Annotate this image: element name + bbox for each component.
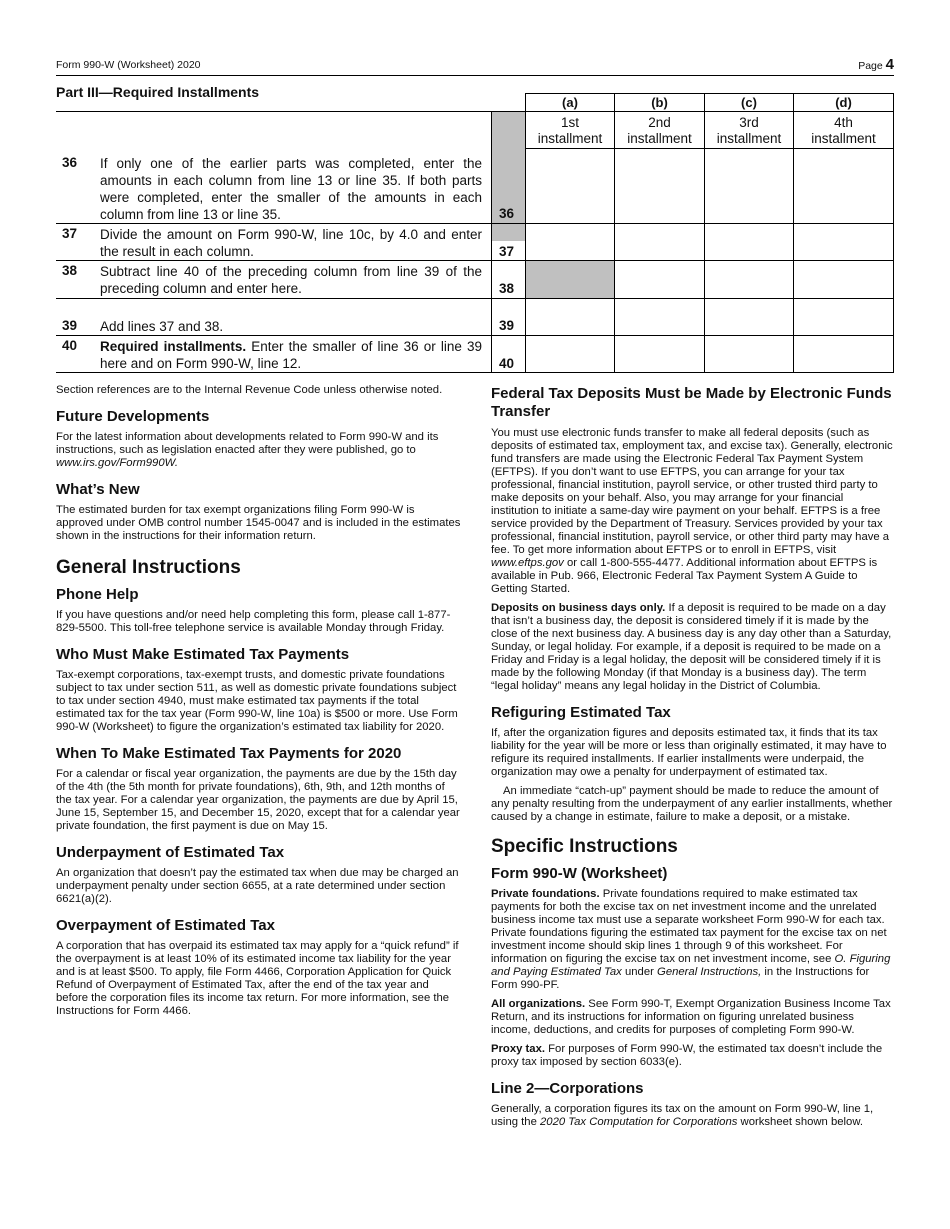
line-40-number: 40 <box>62 338 78 353</box>
col-d-label: 4th installment <box>811 115 876 146</box>
overpayment-heading: Overpayment of Estimated Tax <box>56 917 275 934</box>
line-37-text: Divide the amount on Form 990-W, line 10c, by 4.0 and enter the result in each column. <box>100 227 482 259</box>
whats-new-text: The estimated burden for tax exempt organizations filing Form 990-W is approved under OMB control number 1545-0047 and is included in the estimates shown in the instructions for their information return. <box>56 504 461 542</box>
phone-help-heading: Phone Help <box>56 586 139 603</box>
intro-text: Section references are to the Internal Revenue Code unless otherwise noted. <box>56 384 443 396</box>
eft-text: You must use electronic funds transfer to make all federal deposits (such as deposits of estimated tax, employment tax, and excise tax). Generally, electronic fund transfers are made using the Electronic Federal Tax Payment System (EFTPS). If you don’t want to use EFTPS, you can arrange for your tax professional, financial institution, payroll service, or other trusted third party to make deposits on your behalf. Also, you may arrange for your financial institution to initiate a same-day wire payment on your behalf. EFTPS is a free service provided by the Department of Treasury. Services provided by your tax professional, financial institution, payroll service, or other third party may have a fee. To get more information about EFTPS or to enroll in EFTPS, visit www.eftps.gov or call 1-800-555-4477. Additional information about EFTPS is available in Pub. 966, Electronic Federal Tax Payment System A Guide to Getting Started. <box>491 427 893 595</box>
line-38-text: Subtract line 40 of the preceding column from line 39 of the preceding column and enter here. <box>100 264 482 296</box>
when-to-make-text: For a calendar or fiscal year organization, the payments are due by the 15th day of the 4th (the 5th month for private foundations), 6th, 9th, and 12th months of the tax year. For a calendar year organization, the payments are due by April 15, June 15, September 15, and December 15, 2020, except that for a calendar year private foundation, the first payment is due on May 15. <box>56 768 460 832</box>
future-developments-heading: Future Developments <box>56 408 210 425</box>
line-40-text: Required installments. Enter the smaller of line 36 or line 39 here and on Form 990-W, line 12. <box>100 339 482 371</box>
line-36-box-number: 36 <box>499 206 515 221</box>
underpayment-text: An organization that doesn’t pay the estimated tax when due may be charged an underpayment penalty under section 6655, at a rate determined under section 6621(a)(2). <box>56 867 459 905</box>
part-title: Part III—Required Installments <box>56 84 260 100</box>
line-36-number: 36 <box>62 155 78 170</box>
line-39-box-number: 39 <box>499 318 515 333</box>
col-c-letter: (c) <box>741 95 757 110</box>
overpayment-text: A corporation that has overpaid its estimated tax may apply for a “quick refund” if the overpayment is at least 10% of its estimated income tax liability for the year and is at least $500. To apply, file Form 4466, Corporation Application for Quick Refund of Overpayment of Estimated Tax, after the end of the tax year and before the corporation files its income tax return. For more information, see the Instructions for Form 4466. <box>56 940 459 1017</box>
page-header <box>56 56 894 76</box>
whats-new-heading: What’s New <box>56 481 140 498</box>
specific-instructions-heading: Specific Instructions <box>491 836 678 857</box>
line-38-number: 38 <box>62 263 78 278</box>
line2-corporations-heading: Line 2—Corporations <box>491 1080 644 1097</box>
refiguring-heading: Refiguring Estimated Tax <box>491 704 671 721</box>
future-developments-text: For the latest information about developments related to Form 990-W and its instructions, such as legislation enacted after they were published, go to www.irs.gov/Form990W. <box>56 431 439 469</box>
shade-box-num-37 <box>492 224 525 241</box>
refiguring-text-2: An immediate “catch-up” payment should be made to reduce the amount of any penalty resulting from the underpayment of any earlier installments, whether caused by a change in estimate, failure to make a deposit, or a mistake. <box>491 785 893 823</box>
proxy-tax-text: Proxy tax. For purposes of Form 990-W, the estimated tax doesn’t include the proxy tax imposed by section 6033(e). <box>491 1043 883 1068</box>
page-number: 4 <box>885 56 894 73</box>
page-label: Page <box>858 60 883 72</box>
all-organizations-text: All organizations. See Form 990-T, Exempt Organization Business Income Tax Return, and its instructions for information on figuring unrelated business income, deductions, and credits for purposes of completing Form 990-W. <box>491 998 891 1036</box>
col-a-letter: (a) <box>562 95 578 110</box>
eftps-url[interactable]: www.eftps.gov <box>491 557 564 569</box>
line-37-number: 37 <box>62 226 78 241</box>
who-must-make-text: Tax-exempt corporations, tax-exempt trusts, and domestic private foundations subject to tax under section 511, as well as domestic private foundations subject to tax under section 4940, must make estimated tax payments if the total estimated tax for the tax year (Form 990-W, line 10a) is $500 or more. Use Form 990-W (Worksheet) to figure the organization’s estimated tax liability for 2020. <box>56 669 458 733</box>
line-38-box-number: 38 <box>499 281 515 296</box>
eft-heading: Federal Tax Deposits Must be Made by Electronic Funds Transfer <box>491 385 892 420</box>
right-column <box>491 385 894 1140</box>
shade-38a <box>526 261 614 298</box>
line-40-box-number: 40 <box>499 356 515 371</box>
col-b-letter: (b) <box>651 95 668 110</box>
col-a-label: 1st installment <box>537 115 603 146</box>
line-37-box-number: 37 <box>499 244 515 259</box>
line-39-number: 39 <box>62 318 78 333</box>
underpayment-heading: Underpayment of Estimated Tax <box>56 844 285 861</box>
phone-help-text: If you have questions and/or need help completing this form, please call 1-877-829-5500. This toll-free telephone service is available Monday through Friday. <box>56 609 451 634</box>
line2-corporations-text: Generally, a corporation figures its tax on the amount on Form 990-W, line 1, using the 2020 Tax Computation for Corporations worksheet shown below. <box>491 1103 874 1128</box>
form-name: Form 990-W (Worksheet) 2020 <box>56 59 201 71</box>
when-to-make-heading: When To Make Estimated Tax Payments for 2020 <box>56 745 402 762</box>
col-c-label: 3rd installment <box>716 115 782 146</box>
left-column <box>56 384 461 1029</box>
col-d-letter: (d) <box>835 95 852 110</box>
col-b-label: 2nd installment <box>627 115 692 146</box>
line-39-text: Add lines 37 and 38. <box>100 319 224 334</box>
refiguring-text-1: If, after the organization figures and deposits estimated tax, it finds that its tax liability for the year will be more or less than originally estimated, it may have to refigure its required installments. If earlier installments were underpaid, the organization may owe a penalty for underpayment of estimated tax. <box>491 727 887 778</box>
line-36-text: If only one of the earlier parts was completed, enter the amounts in each column from line 13 or line 35. If both parts were completed, enter the smaller of the amounts in each column from line 13 or line 35. <box>100 156 482 222</box>
general-instructions-heading: General Instructions <box>56 557 241 578</box>
page-indicator <box>858 56 894 73</box>
who-must-make-heading: Who Must Make Estimated Tax Payments <box>56 646 350 663</box>
private-foundations-text: Private foundations. Private foundations required to make estimated tax payments for both the excise tax on net investment income and the unrelated business income tax must use a separate worksheet Form 990-W for each tax. Private foundations figuring the estimated tax payment for the excise tax on net investment income should skip lines 1 through 9 of this worksheet. For information on figuring the excise tax on net investment income, see O. Figuring and Paying Estimated Tax under General Instructions, in the Instructions for Form 990-PF. <box>491 888 891 991</box>
form-990w-worksheet-heading: Form 990-W (Worksheet) <box>491 865 668 882</box>
form990w-url[interactable]: www.irs.gov/Form990W. <box>56 457 178 469</box>
deposits-business-days-text: Deposits on business days only. If a deposit is required to be made on a day that isn’t a business day, the deposit is considered timely if it is made by the close of the next business day. A business day is any day other than a Saturday, Sunday, or legal holiday. For example, if a deposit is required to be made on a Friday and Friday is a legal holiday, the deposit will be considered timely if it is made by the following Monday (if that Monday is a business day). The term “legal holiday” means any legal holiday in the District of Columbia. <box>491 602 892 692</box>
